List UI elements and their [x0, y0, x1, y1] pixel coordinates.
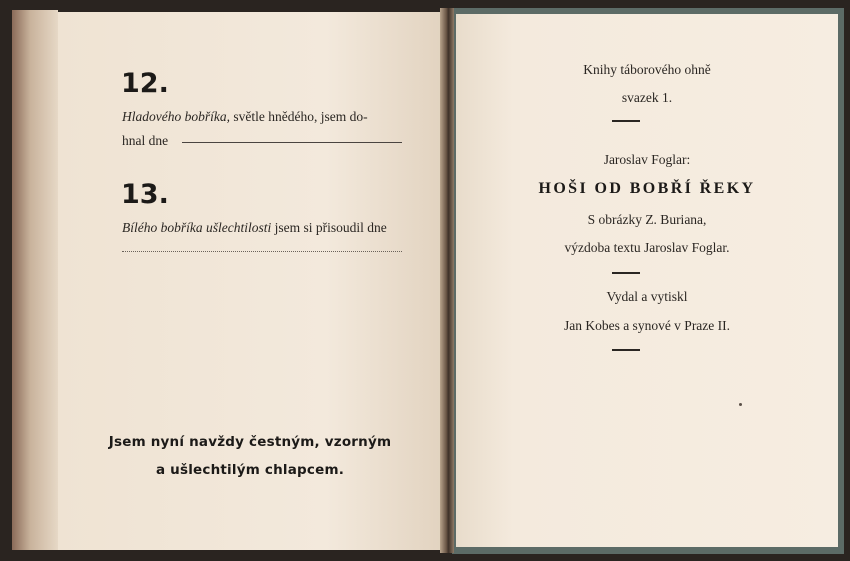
item13-italic-text: Bílého bobříka ušlechtilosti: [122, 220, 272, 235]
volume-number: svazek 1.: [621, 90, 673, 105]
paper-speck: [739, 403, 742, 406]
separator-1: [612, 120, 640, 122]
item12-italic-text: Hladového bobříka,: [122, 109, 230, 124]
decoration-credit: výzdoba textu Jaroslav Foglar.: [564, 240, 730, 255]
book-title: HOŠI OD BOBŘÍ ŘEKY: [538, 180, 756, 197]
item-number-13: 13.: [121, 179, 169, 210]
fill-in-line-13: [122, 251, 402, 252]
book-gutter: [440, 8, 454, 553]
separator-3: [612, 349, 640, 351]
item12-text: světle hnědého, jsem do-: [229, 109, 368, 124]
publisher-name: Jan Kobes a synové v Praze II.: [563, 318, 731, 333]
page-edges: [12, 10, 58, 550]
series-name: Knihy táborového ohně: [583, 62, 711, 77]
item13-line1: [122, 220, 387, 236]
closing-line-1: Jsem nyní navždy čestným, vzorným: [108, 434, 392, 450]
item12-line2: hnal dne: [122, 133, 169, 148]
item-number-12: 12.: [121, 68, 169, 99]
published-by: Vydal a vytiskl: [606, 289, 688, 304]
fill-in-line-12: [182, 142, 402, 143]
item13-text: jsem si přisoudil dne: [271, 220, 387, 235]
separator-2: [612, 272, 640, 274]
item12-line1: [122, 109, 368, 125]
author-name: Jaroslav Foglar:: [603, 152, 691, 167]
closing-line-2: a ušlechtilým chlapcem.: [155, 462, 345, 478]
illustrations-credit: S obrázky Z. Buriana,: [587, 212, 707, 227]
